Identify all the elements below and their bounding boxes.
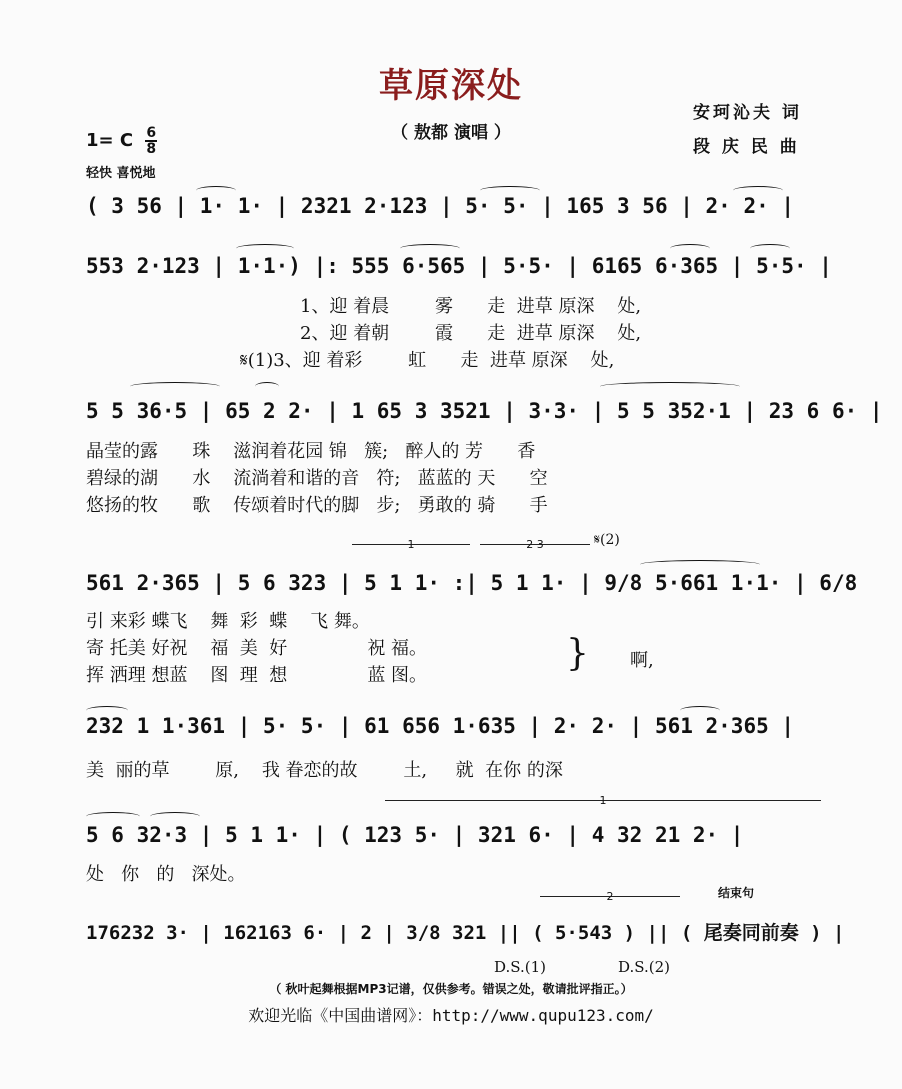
dal-segno-1: D.S.(1) (494, 958, 547, 976)
slur (670, 244, 710, 253)
music-row-2: 553 2·123 | 1·1·) |: 555 6·565 | 5·5· | 6165 6·365 | 5·5· | (86, 254, 832, 278)
website-line[interactable]: 欢迎光临《中国曲谱网》：http://www.qupu123.com/ (248, 1006, 654, 1025)
music-row-3: 5 5 36·5 | 65 2 2· | 1 65 3 3521 | 3·3· | 5 5 352·1 | 23 6 6· | (86, 399, 883, 423)
lyric-ah: 啊, (630, 650, 654, 671)
lyric-row3-line1: 晶莹的露 珠 滋润着花园 锦 簇; 醉人的 芳 香 (86, 441, 536, 462)
dal-segno-2: D.S.(2) (618, 958, 671, 976)
song-title: 草原深处 (379, 66, 523, 106)
segno-2: 𝄋(2) (594, 532, 620, 548)
lyric-verse-1: 1、迎 着晨 雾 走 进草 原深 处, (300, 296, 642, 317)
lyric-row4-line3: 挥 洒理 想蓝 图 理 想 蓝 图。 (86, 665, 428, 686)
time-denominator: 8 (146, 141, 157, 157)
slur (640, 560, 760, 569)
tempo-marking: 轻快 喜悦地 (86, 166, 156, 181)
lyric-row4-line1: 引 来彩 蝶飞 舞 彩 蝶 飞 舞。 (86, 611, 370, 632)
lyric-row4-line2: 寄 托美 好祝 福 美 好 祝 福。 (86, 638, 428, 659)
volta-1: 1 (352, 544, 470, 553)
music-row-6: 5 6 32·3 | 5 1 1· | ( 123 5· | 321 6· | 4 32 21 2· | (86, 823, 744, 847)
slur (236, 244, 294, 253)
slur (130, 382, 220, 391)
ending-label: 结束句 (718, 886, 755, 900)
key-label: 1= C (86, 130, 134, 151)
footnote: （ 秋叶起舞根据MP3记谱，仅供参考。错误之处，敬请批评指正。） (269, 982, 633, 996)
lyric-row3-line2: 碧绿的湖 水 流淌着和谐的音 符; 蓝蓝的 天 空 (86, 468, 548, 489)
lyricist-credit: 安珂沁夫 词 (693, 103, 802, 123)
lyric-row3-line3: 悠扬的牧 歌 传颂着时代的脚 步; 勇敢的 骑 手 (86, 495, 548, 516)
slur (600, 382, 740, 391)
key-signature (86, 126, 157, 156)
slur (86, 812, 140, 821)
music-row-4: 561 2·365 | 5 6 323 | 5 1 1· :| 5 1 1· | 9/8 5·661 1·1· | 6/8 (86, 571, 858, 595)
slur (400, 244, 460, 253)
slur (255, 382, 279, 391)
lyric-row5: 美 丽的草 原, 我 眷恋的故 土, 就 在你 的深 (86, 760, 563, 781)
volta-1b: 1 (385, 800, 821, 809)
slur (150, 812, 200, 821)
music-row-7: 176232 3· | 162163 6· | 2 | 3/8 321 || ( 5·543 ) || ( 尾奏同前奏 ) | (86, 922, 845, 944)
slur (750, 244, 790, 253)
composer-credit: 段 庆 民 曲 (693, 137, 800, 157)
time-signature (145, 126, 157, 156)
music-row-5: 232 1 1·361 | 5· 5· | 61 656 1·635 | 2· 2· | 561 2·365 | (86, 714, 795, 738)
volta-2-3: 2 3 (480, 544, 590, 553)
singer-credit: （ 敖都 演唱 ） (391, 123, 511, 143)
time-numerator: 6 (146, 125, 157, 141)
music-row-1: ( 3 56 | 1· 1· | 2321 2·123 | 5· 5· | 165 3 56 | 2· 2· | (86, 194, 795, 218)
lyric-verse-3: 𝄋(1)3、迎 着彩 虹 走 进草 原深 处, (240, 350, 615, 371)
lyric-row6: 处 你 的 深处。 (86, 864, 246, 885)
volta-2: 2 (540, 896, 680, 905)
lyric-verse-2: 2、迎 着朝 霞 走 进草 原深 处, (300, 323, 642, 344)
brace: } (566, 633, 589, 674)
